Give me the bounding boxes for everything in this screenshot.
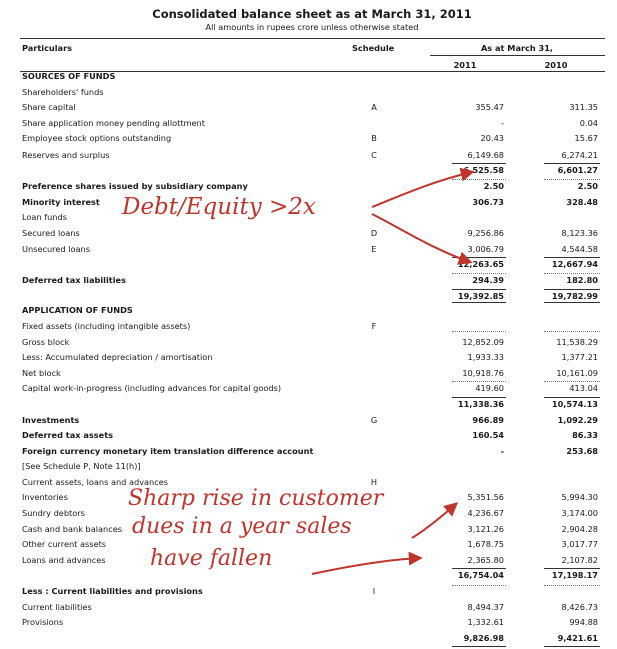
row-value-2010: 6,274.21 — [561, 150, 598, 160]
row-schedule: B — [371, 133, 377, 143]
row-value-2011: 12,263.65 — [457, 259, 504, 269]
row-value-2011: 11,338.36 — [457, 399, 504, 409]
row-schedule: D — [370, 228, 378, 238]
arrow-to-networth — [372, 172, 472, 207]
col-schedule: Schedule — [352, 43, 395, 53]
page-subtitle: All amounts in rupees crore unless otherwise stated — [205, 22, 419, 32]
row-value-2010: 0.04 — [579, 118, 598, 128]
row-value-2011: 16,754.04 — [457, 570, 504, 580]
row-label: Cash and bank balances — [22, 524, 123, 534]
row-label: Capital work-in-progress (including advances for capital goods) — [22, 383, 282, 393]
row-value-2010: 8,426.73 — [561, 602, 598, 612]
row-value-2010: 19,782.99 — [551, 291, 598, 301]
row-label: Share application money pending allottment — [22, 118, 205, 128]
row-value-2010: 8,123.36 — [561, 228, 598, 238]
row-label: Current assets, loans and advances — [22, 477, 169, 487]
row-label: Investments — [22, 415, 80, 425]
row-value-2011: 20.43 — [480, 133, 504, 143]
row-value-2011: 8,494.37 — [467, 602, 504, 612]
row-value-2011: 9,826.98 — [463, 633, 504, 643]
row-value-2010: 182.80 — [566, 275, 598, 285]
row-schedule: H — [370, 477, 378, 487]
row-value-2011: 419.60 — [475, 383, 504, 393]
row-value-2011: - — [501, 118, 504, 128]
col-particulars: Particulars — [22, 43, 72, 53]
row-label: Share capital — [22, 102, 76, 112]
row-schedule: G — [370, 415, 378, 425]
row-value-2010: 1,377.21 — [561, 352, 598, 362]
annotation-debtors-line2: dues in a year sales — [132, 514, 352, 539]
row-label: Inventories — [22, 492, 68, 502]
arrow-to-loans — [372, 214, 470, 262]
row-value-2011: 9,256.86 — [467, 228, 504, 238]
row-value-2011: 5,351.56 — [467, 492, 504, 502]
row-schedule: F — [371, 321, 377, 331]
row-label: Provisions — [22, 617, 64, 627]
row-label: Less : Current liabilities and provisions — [22, 586, 203, 596]
row-value-2010: 4,544.58 — [561, 244, 598, 254]
page-title: Consolidated balance sheet as at March 31, 2011 — [152, 7, 472, 21]
annotation-debtors-line1: Sharp rise in customer — [128, 486, 384, 511]
row-label: Loan funds — [22, 212, 67, 222]
row-schedule: A — [371, 102, 377, 112]
row-label: APPLICATION OF FUNDS — [22, 305, 133, 315]
row-value-2010: 9,421.61 — [557, 633, 598, 643]
arrow-to-debtors — [412, 504, 456, 538]
row-label: Loans and advances — [22, 555, 106, 565]
row-label: Deferred tax liabilities — [22, 275, 126, 285]
row-label: Shareholders' funds — [22, 87, 104, 97]
row-label: Preference shares issued by subsidiary company — [22, 181, 248, 191]
row-value-2010: 10,161.09 — [556, 368, 598, 378]
row-label: Fixed assets (including intangible assets) — [22, 321, 191, 331]
annotation-debt-equity: Debt/Equity >2x — [122, 194, 316, 220]
row-value-2011: 3,006.79 — [467, 244, 504, 254]
row-value-2011: 1,332.61 — [467, 617, 504, 627]
row-value-2010: 10,574.13 — [551, 399, 598, 409]
row-value-2010: 1,092.29 — [557, 415, 598, 425]
row-value-2010: 253.68 — [566, 446, 598, 456]
row-value-2010: 3,174.00 — [561, 508, 598, 518]
row-value-2010: 2,904.28 — [561, 524, 598, 534]
row-value-2010: 86.33 — [572, 430, 598, 440]
row-value-2011: - — [500, 446, 504, 456]
row-label: Secured loans — [22, 228, 80, 238]
row-value-2011: 2.50 — [483, 181, 504, 191]
arrow-have-fallen — [312, 558, 420, 574]
row-label: SOURCES OF FUNDS — [22, 71, 116, 81]
row-value-2010: 994.88 — [569, 617, 598, 627]
row-label: Employee stock options outstanding — [22, 133, 172, 143]
col-year-prior: 2010 — [544, 60, 568, 70]
row-label: Foreign currency monetary item translation difference account — [22, 446, 314, 456]
row-value-2011: 2,365.80 — [467, 555, 504, 565]
row-schedule: E — [371, 244, 377, 254]
row-value-2010: 12,667.94 — [551, 259, 598, 269]
row-label: Unsecured loans — [22, 244, 90, 254]
row-value-2011: 6,525.58 — [463, 165, 504, 175]
row-value-2011: 306.73 — [472, 197, 504, 207]
col-year-current: 2011 — [453, 60, 477, 70]
annotation-debtors-line3: have fallen — [150, 546, 273, 571]
row-value-2010: 413.04 — [569, 383, 598, 393]
row-label: Reserves and surplus — [22, 150, 110, 160]
row-value-2011: 10,918.76 — [462, 368, 504, 378]
row-value-2011: 1,678.75 — [467, 539, 504, 549]
row-value-2010: 2,107.82 — [561, 555, 598, 565]
row-value-2010: 328.48 — [566, 197, 598, 207]
row-label: Less: Accumulated depreciation / amortisation — [22, 352, 213, 362]
row-value-2011: 294.39 — [472, 275, 504, 285]
row-label: Other current assets — [22, 539, 107, 549]
col-asat: As at March 31, — [480, 43, 554, 53]
row-value-2010: 2.50 — [577, 181, 598, 191]
row-value-2011: 160.54 — [472, 430, 504, 440]
row-label: Deferred tax assets — [22, 430, 113, 440]
row-value-2011: 966.89 — [472, 415, 504, 425]
row-value-2011: 19,392.85 — [457, 291, 504, 301]
row-value-2011: 3,121.26 — [467, 524, 504, 534]
row-value-2010: 15.67 — [574, 133, 598, 143]
row-value-2011: 12,852.09 — [462, 337, 504, 347]
row-label: Current liabilities — [22, 602, 92, 612]
row-label: Minority interest — [22, 197, 100, 207]
row-value-2011: 6,149.68 — [467, 150, 504, 160]
row-value-2010: 17,198.17 — [551, 570, 598, 580]
row-schedule: I — [372, 586, 376, 596]
row-schedule: C — [371, 150, 377, 160]
row-value-2010: 5,994.30 — [561, 492, 598, 502]
row-label: [See Schedule P, Note 11(h)] — [22, 461, 141, 471]
row-label: Gross block — [22, 337, 70, 347]
row-label: Sundry debtors — [22, 508, 85, 518]
row-value-2011: 355.47 — [475, 102, 504, 112]
row-value-2010: 3,017.77 — [561, 539, 598, 549]
row-value-2010: 11,538.29 — [556, 337, 598, 347]
row-value-2010: 6,601.27 — [557, 165, 598, 175]
row-label: Net block — [22, 368, 61, 378]
row-value-2011: 4,236.67 — [467, 508, 504, 518]
row-value-2010: 311.35 — [569, 102, 598, 112]
row-value-2011: 1,933.33 — [467, 352, 504, 362]
